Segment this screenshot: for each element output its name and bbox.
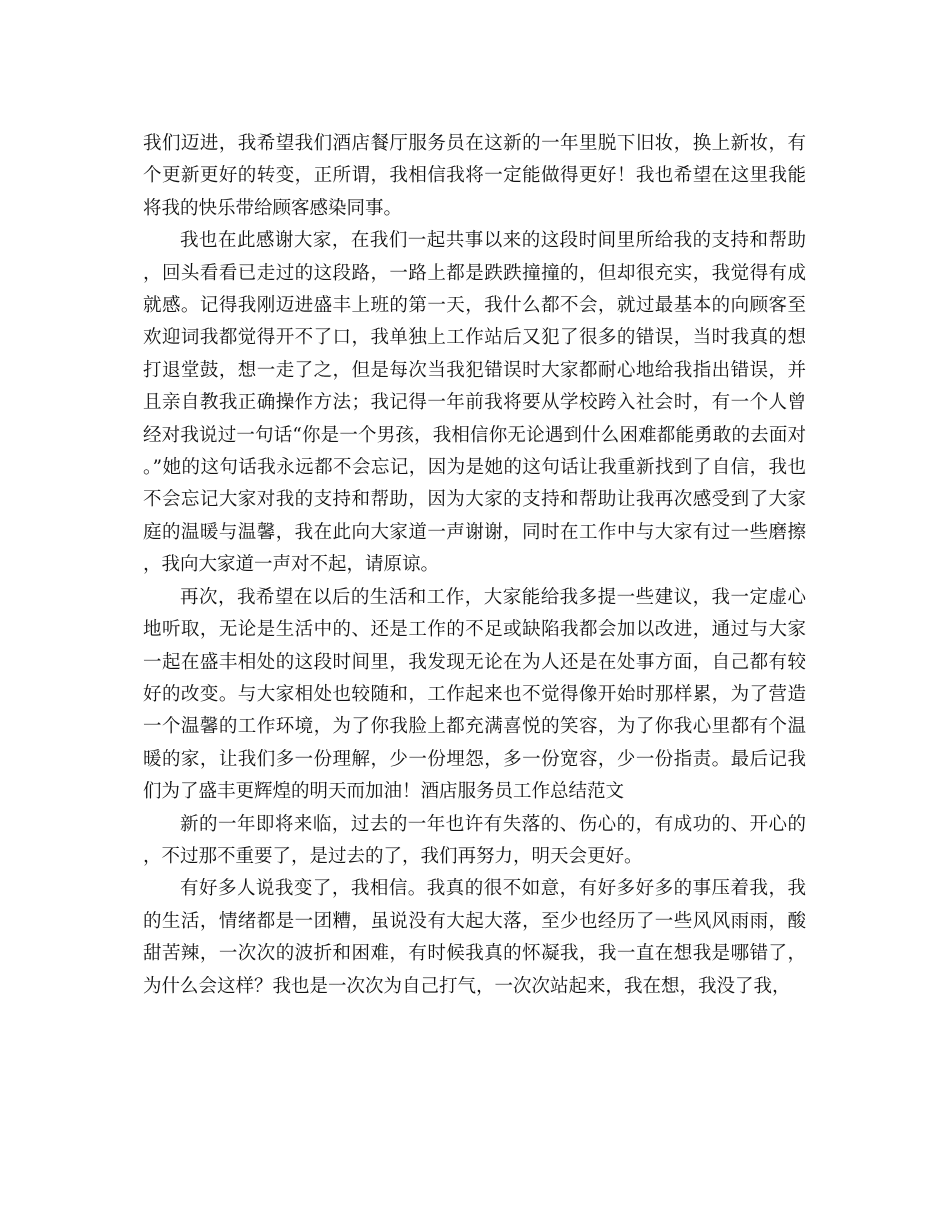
document-body [143, 128, 806, 1003]
paragraph-5: 有好多人说我变了，我相信。我真的很不如意，有好多好多的事压着我，我的生活，情绪都是一团糟，虽说没有大起大落，至少也经历了一些风风雨雨，酸甜苦辣，一次次的波折和困难，有时候我真的怀凝我，我一直在想我是哪错了，为什么会这样？我也是一次次为自己打气，一次次站起来，我在想，我没了我， [143, 878, 806, 997]
paragraph-3: 再次，我希望在以后的生活和工作，大家能给我多提一些建议，我一定虚心地听取，无论是生活中的、还是工作的不足或缺陷我都会加以改进，通过与大家一起在盛丰相处的这段时间里，我发现无论在为人还是在处事方面，自己都有较好的改变。与大家相处也较随和，工作起来也不觉得像开始时那样累，为了营造一个温馨的工作环境，为了你我脸上都充满喜悦的笑容，为了你我心里都有个温暖的家，让我们多一份理解，少一份埋怨，多一份宽容，少一份指责。最后记我们为了盛丰更辉煌的明天而加油！酒店服务员工作总结范文 [143, 586, 806, 803]
paragraph-4: 新的一年即将来临，过去的一年也许有失落的、伤心的，有成功的、开心的，不过那不重要了，是过去的了，我们再努力，明天会更好。 [143, 813, 806, 867]
paragraph-1: 我们迈进，我希望我们酒店餐厅服务员在这新的一年里脱下旧妆，换上新妆，有个更新更好的转变，正所谓，我相信我将一定能做得更好！我也希望在这里我能将我的快乐带给顾客感染同事。 [143, 133, 806, 219]
paragraph-2: 我也在此感谢大家，在我们一起共事以来的这段时间里所给我的支持和帮助，回头看看已走过的这段路，一路上都是跌跌撞撞的，但却很充实，我觉得有成就感。记得我刚迈进盛丰上班的第一天，我什么都不会，就过最基本的向顾客至欢迎词我都觉得开不了口，我单独上工作站后又犯了很多的错误，当时我真的想打退堂鼓，想一走了之，但是每次当我犯错误时大家都耐心地给我指出错误，并且亲自教我正确操作方法；我记得一年前我将要从学校跨入社会时，有一个人曾经对我说过一句话“你是一个男孩，我相信你无论遇到什么困难都能勇敢的去面对。”她的这句话我永远都不会忘记，因为是她的这句话让我重新找到了自信，我也不会忘记大家对我的支持和帮助，因为大家的支持和帮助让我再次感受到了大家庭的温暖与温馨，我在此向大家道一声谢谢，同时在工作中与大家有过一些磨擦，我向大家道一声对不起，请原谅。 [143, 230, 806, 576]
